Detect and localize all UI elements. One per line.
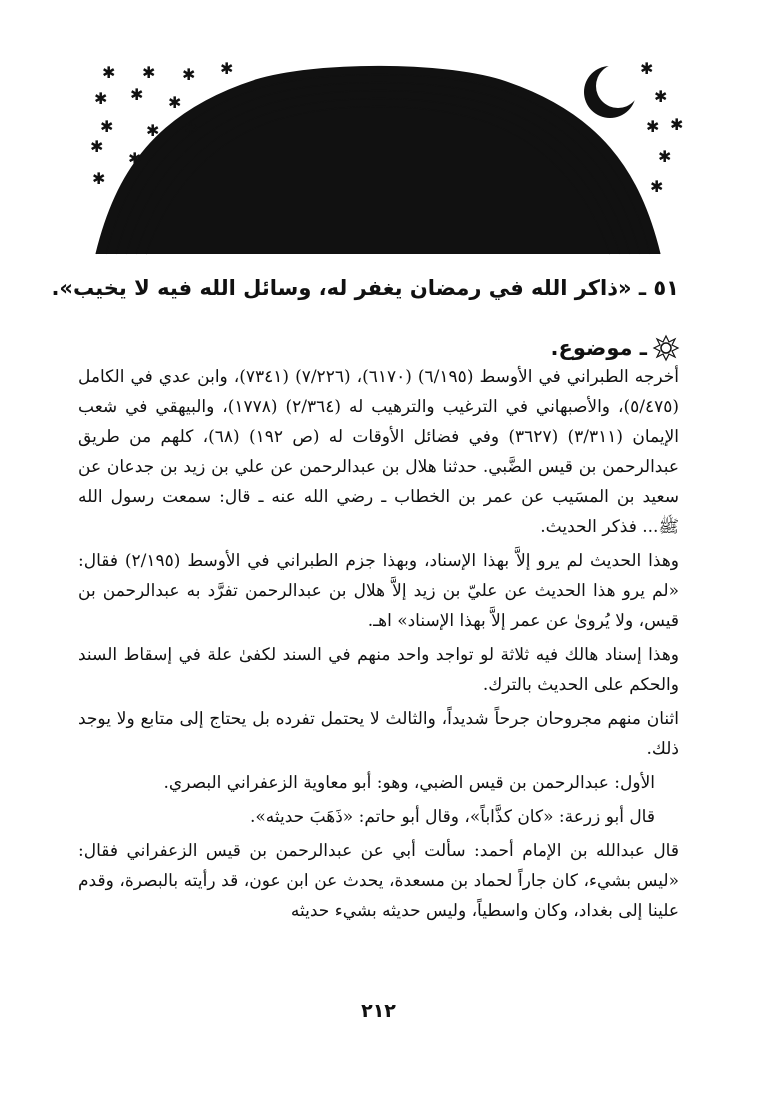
svg-text:✱: ✱ — [184, 119, 198, 138]
paragraph-abdullah-ahmad: قال عبدالله بن الإمام أحمد: سألت أبي عن عبدالرحمن بن قيس الزعفراني فقال: «ليس بشيء، كان جاراً لحماد بن مسعدة، يحدث عن ابن عون، قد رأيته بالبصرة، وقدم علينا إلى بغداد، وكان واسطياً، وليس حديثه بشيء حديثه — [78, 841, 679, 921]
paragraph-first-narrator: الأول: عبدالرحمن بن قيس الضبي، وهو: أبو معاوية الزعفراني البصري. — [163, 773, 655, 793]
svg-text:✱: ✱ — [650, 177, 664, 196]
decorative-header-art — [80, 52, 684, 254]
svg-text:✱: ✱ — [146, 121, 160, 140]
svg-text:✱: ✱ — [182, 65, 196, 84]
svg-text:✱: ✱ — [654, 87, 668, 106]
paragraph-narrators: اثنان منهم مجروحان جرحاً شديداً، والثالث لا يحتمل تفرده بل يحتاج إلى متابع ولا يوجد ذلك. — [78, 709, 679, 759]
svg-text:✱: ✱ — [640, 59, 654, 78]
svg-text:✱: ✱ — [142, 63, 156, 82]
svg-text:✱: ✱ — [220, 59, 234, 78]
paragraph-isnad: وهذا إسناد هالك فيه ثلاثة لو تواجد واحد منهم في السند لكفىٰ علة في إسقاط السند والحكم على الحديث بالترك. — [78, 645, 680, 695]
paragraph-tafarrud: وهذا الحديث لم يرو إلاَّ بهذا الإسناد، وبهذا جزم الطبراني في الأوسط (٢/١٩٥) فقال: «لم يرو هذا الحديث عن عليّ بن زيد إلاَّ هلال بن عبدالرحمن تفرَّد به عبدالرحمن بن قيس، ولا يُروىٰ عن عمر إلاَّ بهذا الإسناد» اهـ. — [78, 551, 679, 631]
verdict-heading — [551, 330, 679, 366]
svg-text:✱: ✱ — [128, 149, 142, 168]
hadith-title: ٥١ ـ «ذاكر الله في رمضان يغفر له، وسائل الله فيه لا يخيب». — [51, 276, 679, 300]
svg-text:✱: ✱ — [646, 117, 660, 136]
svg-text:✱: ✱ — [658, 147, 672, 166]
svg-text:✱: ✱ — [670, 115, 684, 134]
svg-text:✱: ✱ — [92, 169, 106, 188]
svg-text:✱: ✱ — [130, 85, 144, 104]
paragraph-abu-zura: قال أبو زرعة: «كان كذَّاباً»، وقال أبو حاتم: «ذَهَبَ حديثه». — [249, 807, 655, 827]
verdict-label: ـ موضوع. — [550, 336, 647, 360]
svg-text:✱: ✱ — [168, 93, 182, 112]
paragraph-takhrij: أخرجه الطبراني في الأوسط (٦/١٩٥) (٦١٧٠)، (٧/٢٢٦) (٧٣٤١)، وابن عدي في الكامل (٥/٤٧٥)، والأصبهاني في الترغيب والترهيب له (٢/٣٦٤) (١٧٧٨)، والبيهقي في شعب الإيمان (٣/٣١١) (٣٦٢٧) وفي فضائل الأوقات له (ص ١٩٢) (٦٨)، كلهم من طريق عبدالرحمن بن قيس الضَّبي. حدثنا هلال بن عبدالرحمن عن علي بن زيد بن جدعان عن سعيد بن المسَيب عن عمر بن الخطاب ـ رضي الله عنه ـ قال: سمعت رسول الله ﷺ... فذكر الحديث. — [78, 367, 680, 537]
commentary-body — [78, 362, 679, 930]
svg-text:✱: ✱ — [90, 137, 104, 156]
svg-text:✱: ✱ — [94, 89, 108, 108]
svg-text:✱: ✱ — [100, 117, 114, 136]
page-number: ٢١٢ — [361, 1000, 396, 1022]
flower-ornament-icon — [653, 335, 679, 361]
svg-text:✱: ✱ — [102, 63, 116, 82]
